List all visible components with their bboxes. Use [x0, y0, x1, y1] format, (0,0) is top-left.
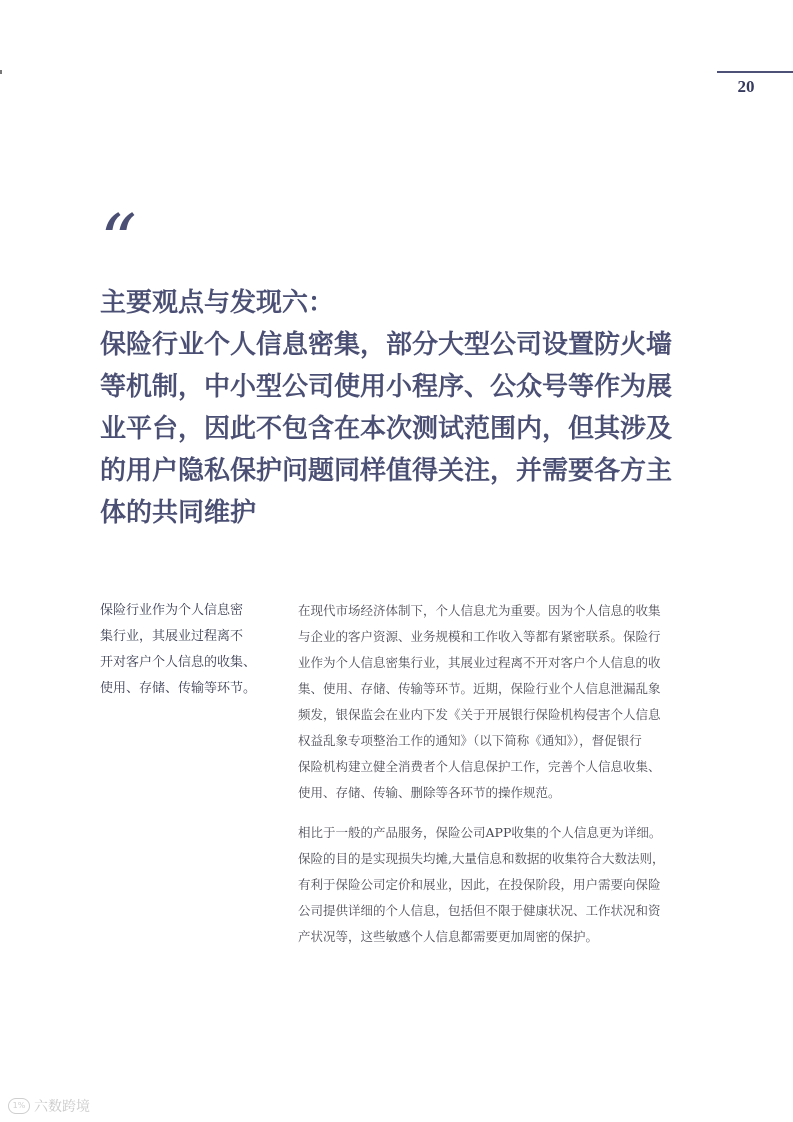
quote-mark-icon: “ [100, 199, 137, 283]
heading-line: 等机制，中小型公司使用小程序、公众号等作为展 [100, 372, 673, 402]
body-line: 在现代市场经济体制下，个人信息尤为重要。因为个人信息的收集 [298, 603, 661, 618]
header-rule [717, 71, 793, 73]
body-text [298, 598, 698, 950]
body-line: 保险机构建立健全消费者个人信息保护工作，完善个人信息收集、 [298, 759, 661, 774]
body-line: 权益乱象专项整治工作的通知》（以下简称《通知》），督促银行 [298, 733, 642, 748]
edge-mark [0, 70, 2, 74]
body-paragraph [298, 820, 698, 950]
watermark-text: 六数跨境 [34, 1099, 90, 1115]
body-line: 集、使用、存储、传输等环节。近期，保险行业个人信息泄漏乱象 [298, 681, 661, 696]
body-line: 业作为个人信息密集行业，其展业过程离不开对客户个人信息的收 [298, 655, 661, 670]
watermark-logo-icon: 1% [8, 1098, 30, 1114]
page-number: 20 [737, 77, 755, 96]
heading-line: 保险行业个人信息密集，部分大型公司设置防火墙 [100, 330, 673, 360]
body-paragraph [298, 598, 698, 806]
heading-line: 业平台，因此不包含在本次测试范围内，但其涉及 [100, 414, 673, 444]
key-finding-heading [100, 282, 700, 534]
summary-line: 开对客户个人信息的收集、 [100, 655, 257, 670]
body-line: 与企业的客户资源、业务规模和工作收入等都有紧密联系。保险行 [298, 629, 661, 644]
watermark [8, 1096, 90, 1116]
summary-line: 保险行业作为个人信息密 [100, 603, 244, 618]
summary-line: 使用、存储、传输等环节。 [100, 681, 257, 696]
body-line: 相比于一般的产品服务，保险公司APP收集的个人信息更为详细。 [298, 825, 662, 840]
heading-line: 体的共同维护 [100, 498, 257, 528]
body-line: 使用、存储、传输、删除等各环节的操作规范。 [298, 785, 561, 800]
body-line: 有利于保险公司定价和展业，因此，在投保阶段，用户需要向保险 [298, 877, 661, 892]
body-line: 产状况等，这些敏感个人信息都需要更加周密的保护。 [298, 929, 599, 944]
heading-line: 的用户隐私保护问题同样值得关注，并需要各方主 [100, 456, 673, 486]
body-line: 频发，银保监会在业内下发《关于开展银行保险机构侵害个人信息 [298, 707, 661, 722]
body-line: 保险的目的是实现损失均摊,大量信息和数据的收集符合大数法则， [298, 851, 665, 866]
heading-line: 主要观点与发现六： [100, 288, 335, 318]
body-line: 公司提供详细的个人信息，包括但不限于健康状况、工作状况和资 [298, 903, 661, 918]
summary-line: 集行业，其展业过程离不 [100, 629, 244, 644]
side-summary [100, 598, 270, 702]
